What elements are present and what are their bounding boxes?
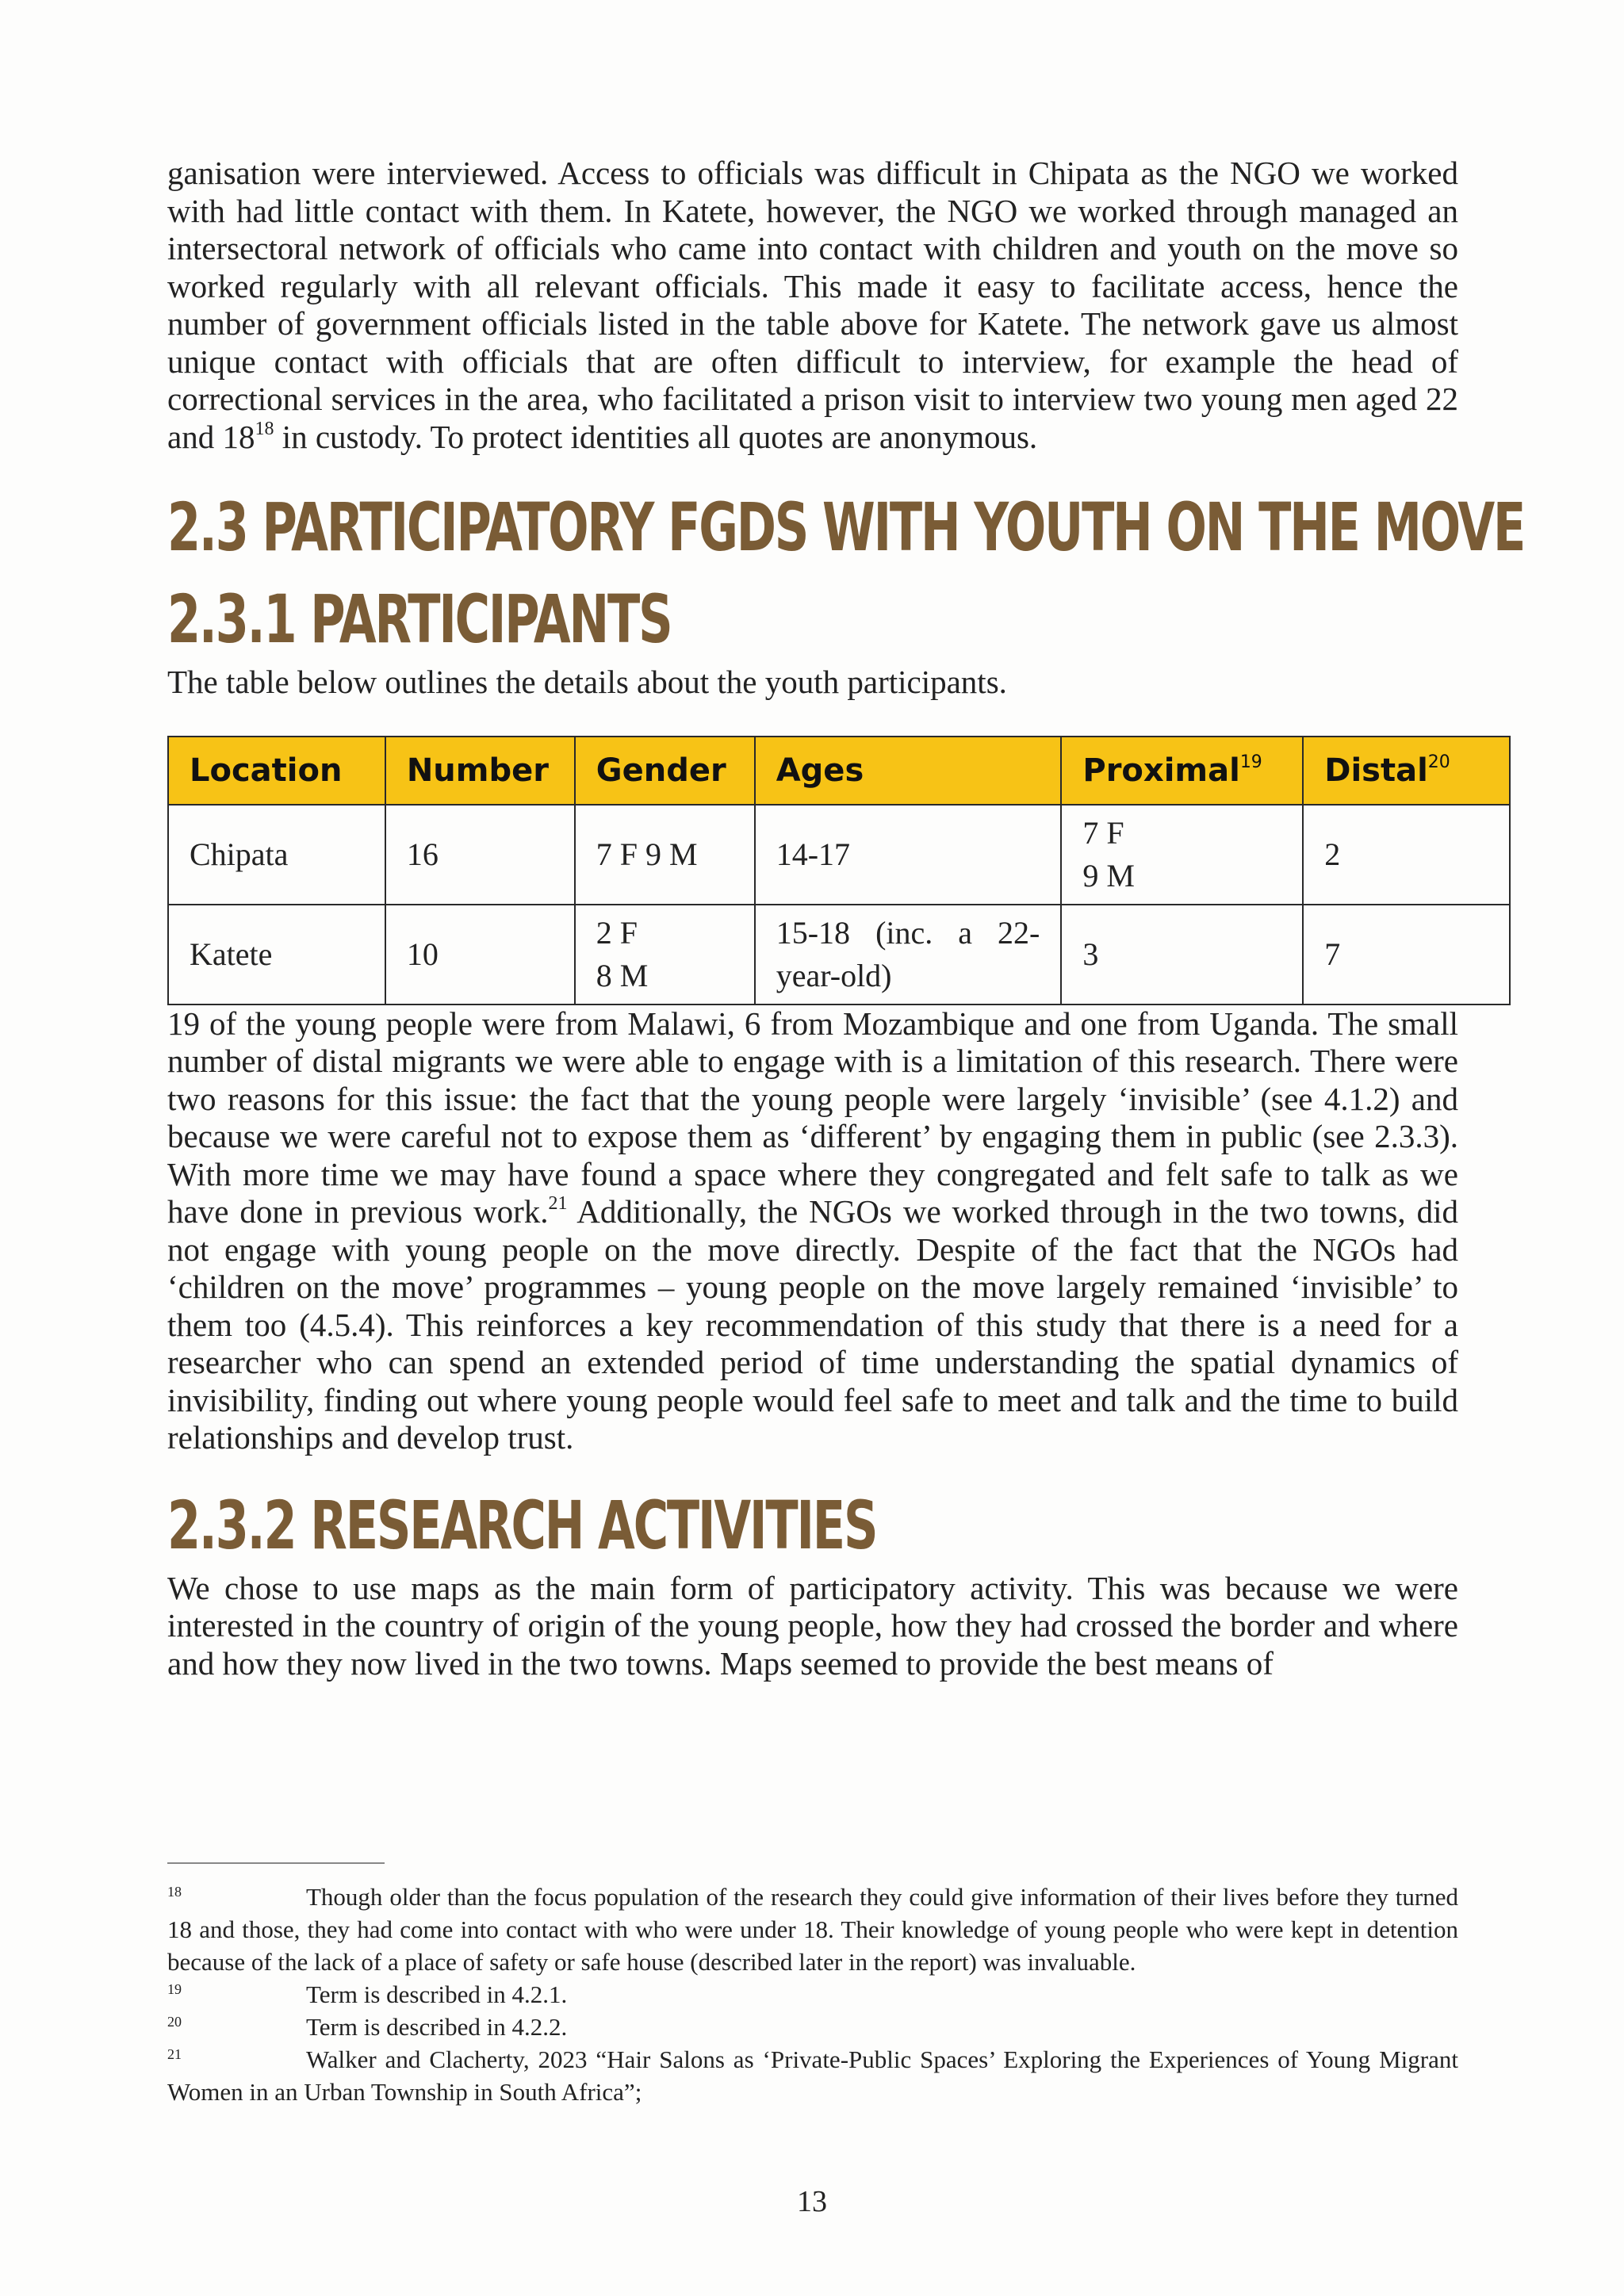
paragraph-research-activities: We chose to use maps as the main form of participatory activity. This was because we were interested in the country of origin of the young people, how they had crossed the border and where and how they now lived in the two towns. Maps seemed to provide the best means of [167, 1569, 1458, 1682]
cell-gender-line-1: 2 F [596, 914, 638, 951]
paragraph-origins [167, 1005, 1458, 1457]
header-location: Location [168, 737, 385, 805]
table-row [168, 905, 1510, 1004]
footnote-text: Walker and Clacherty, 2023 “Hair Salons as ‘Private-Public Spaces’ Exploring the Experiences of Young Migrant Women in an Urban Township in South Africa”; [167, 2045, 1458, 2106]
header-proximal-label: Proximal [1082, 752, 1240, 789]
paragraph-tail: in custody. To protect identities all quotes are anonymous. [274, 418, 1038, 455]
header-distal [1303, 737, 1510, 805]
footnote-text: Term is described in 4.2.1. [306, 1980, 568, 2008]
subsection-heading-2-3-1: 2.3.1 PARTICIPANTS [167, 580, 672, 658]
cell-proximal [1061, 805, 1303, 905]
paragraph-text: ganisation were interviewed. Access to officials was difficult in Chipata as the NGO we worked with had little contact with them. In Katete, however, the NGO we worked through managed an intersectoral network of officials who came into contact with children and youth on the move so worked regularly with all relevant officials. This made it easy to facilitate access, hence the number of government officials listed in the table above for Katete. The network gave us almost unique contact with officials that are often difficult to interview, for example the head of correctional services in the area, who facilitated a prison visit to interview two young men aged 22 and 18 [167, 155, 1458, 455]
cell-proximal-line-1: 7 F [1082, 814, 1124, 851]
table-header-row [168, 737, 1510, 805]
footnote-19: 19 Term is described in 4.2.1. [167, 1980, 568, 2008]
cell-gender-line-1: 7 F 9 M [596, 836, 698, 872]
header-gender: Gender [575, 737, 755, 805]
paragraph-text: 19 of the young people were from Malawi, 6 from Mozambique and one from Uganda. The small number of distal migrants we were able to engage with is a limitation of this research. There were two reasons for this issue: the fact that the young people were largely ‘invisible’ (see 4.1.2) and because we were careful not to expose them as ‘different’ by engaging them in public (see 2.3.3). With more time we may have found a space where they congregated and felt safe to talk as we have done in previous work. [167, 1004, 1458, 1230]
cell-ages: 15-18 (inc. a 22-year-old) [755, 905, 1062, 1004]
page-number: 13 [797, 2185, 827, 2218]
footnote-ref-20[interactable]: 20 [1427, 752, 1450, 773]
cell-number: 10 [385, 905, 575, 1004]
cell-gender [575, 905, 755, 1004]
subsection-heading-2-3-2: 2.3.2 RESEARCH ACTIVITIES [167, 1486, 877, 1564]
header-distal-label: Distal [1324, 752, 1428, 789]
cell-number: 16 [385, 805, 575, 905]
footnote-18: 18 Though older than the focus population of the research they could give information of their lives before they turned 18 and those, they had come into contact with who were under 18. Their knowledge of young people who were kept in detention because of the lack of a place of safety or safe house (described later in the report) was invaluable. [167, 1883, 1458, 1976]
footnote-ref-18[interactable]: 18 [255, 418, 274, 439]
cell-proximal-line-2: 9 M [1082, 857, 1135, 894]
header-number: Number [385, 737, 575, 805]
header-ages: Ages [755, 737, 1062, 805]
footnote-text: Term is described in 4.2.2. [306, 2013, 568, 2041]
cell-distal: 2 [1303, 805, 1510, 905]
participants-table [167, 736, 1511, 1005]
cell-ages: 14-17 [755, 805, 1062, 905]
cell-location: Chipata [168, 805, 385, 905]
section-heading-2-3: 2.3 PARTICIPATORY FGDS WITH YOUTH ON THE MOVE [167, 488, 1525, 566]
footnote-21: 21 Walker and Clacherty, 2023 “Hair Salons as ‘Private-Public Spaces’ Exploring the Experiences of Young Migrant Women in an Urban Township in South Africa”; [167, 2045, 1458, 2106]
page-body [167, 155, 1525, 1682]
cell-gender-line-2: 8 M [596, 957, 649, 993]
table-intro-text: The table below outlines the details about the youth participants. [167, 664, 1007, 700]
table-row [168, 805, 1510, 905]
footnote-ref-21[interactable]: 21 [548, 1193, 568, 1215]
cell-distal: 7 [1303, 905, 1510, 1004]
footnote-20: 20 Term is described in 4.2.2. [167, 2013, 568, 2041]
footnote-divider [167, 1862, 385, 1864]
footnote-text: Though older than the focus population of the research they could give information of their lives before they turned 18 and those, they had come into contact with who were under 18. Their knowledge of young people who were kept in detention because of the lack of a place of safety or safe house (described later in the report) was invaluable. [167, 1883, 1458, 1976]
header-proximal [1061, 737, 1303, 805]
footnotes [167, 1881, 1458, 2108]
cell-gender [575, 805, 755, 905]
paragraph-officials [167, 155, 1458, 456]
paragraph-tail: Additionally, the NGOs we worked through in the two towns, did not engage with young people on the move directly. Despite of the fact that the NGOs had ‘children on the move’ programmes – young people on the move largely remained ‘invisible’ to them too (4.5.4). This reinforces a key recommendation of this study that there is a need for a researcher who can spend an extended period of time understanding the spatial dynamics of invisibility, finding out where young people would feel safe to meet and talk and the time to build relationships and develop trust. [167, 1193, 1458, 1456]
footnote-ref-19[interactable]: 19 [1239, 752, 1262, 773]
cell-proximal: 3 [1061, 905, 1303, 1004]
cell-location: Katete [168, 905, 385, 1004]
